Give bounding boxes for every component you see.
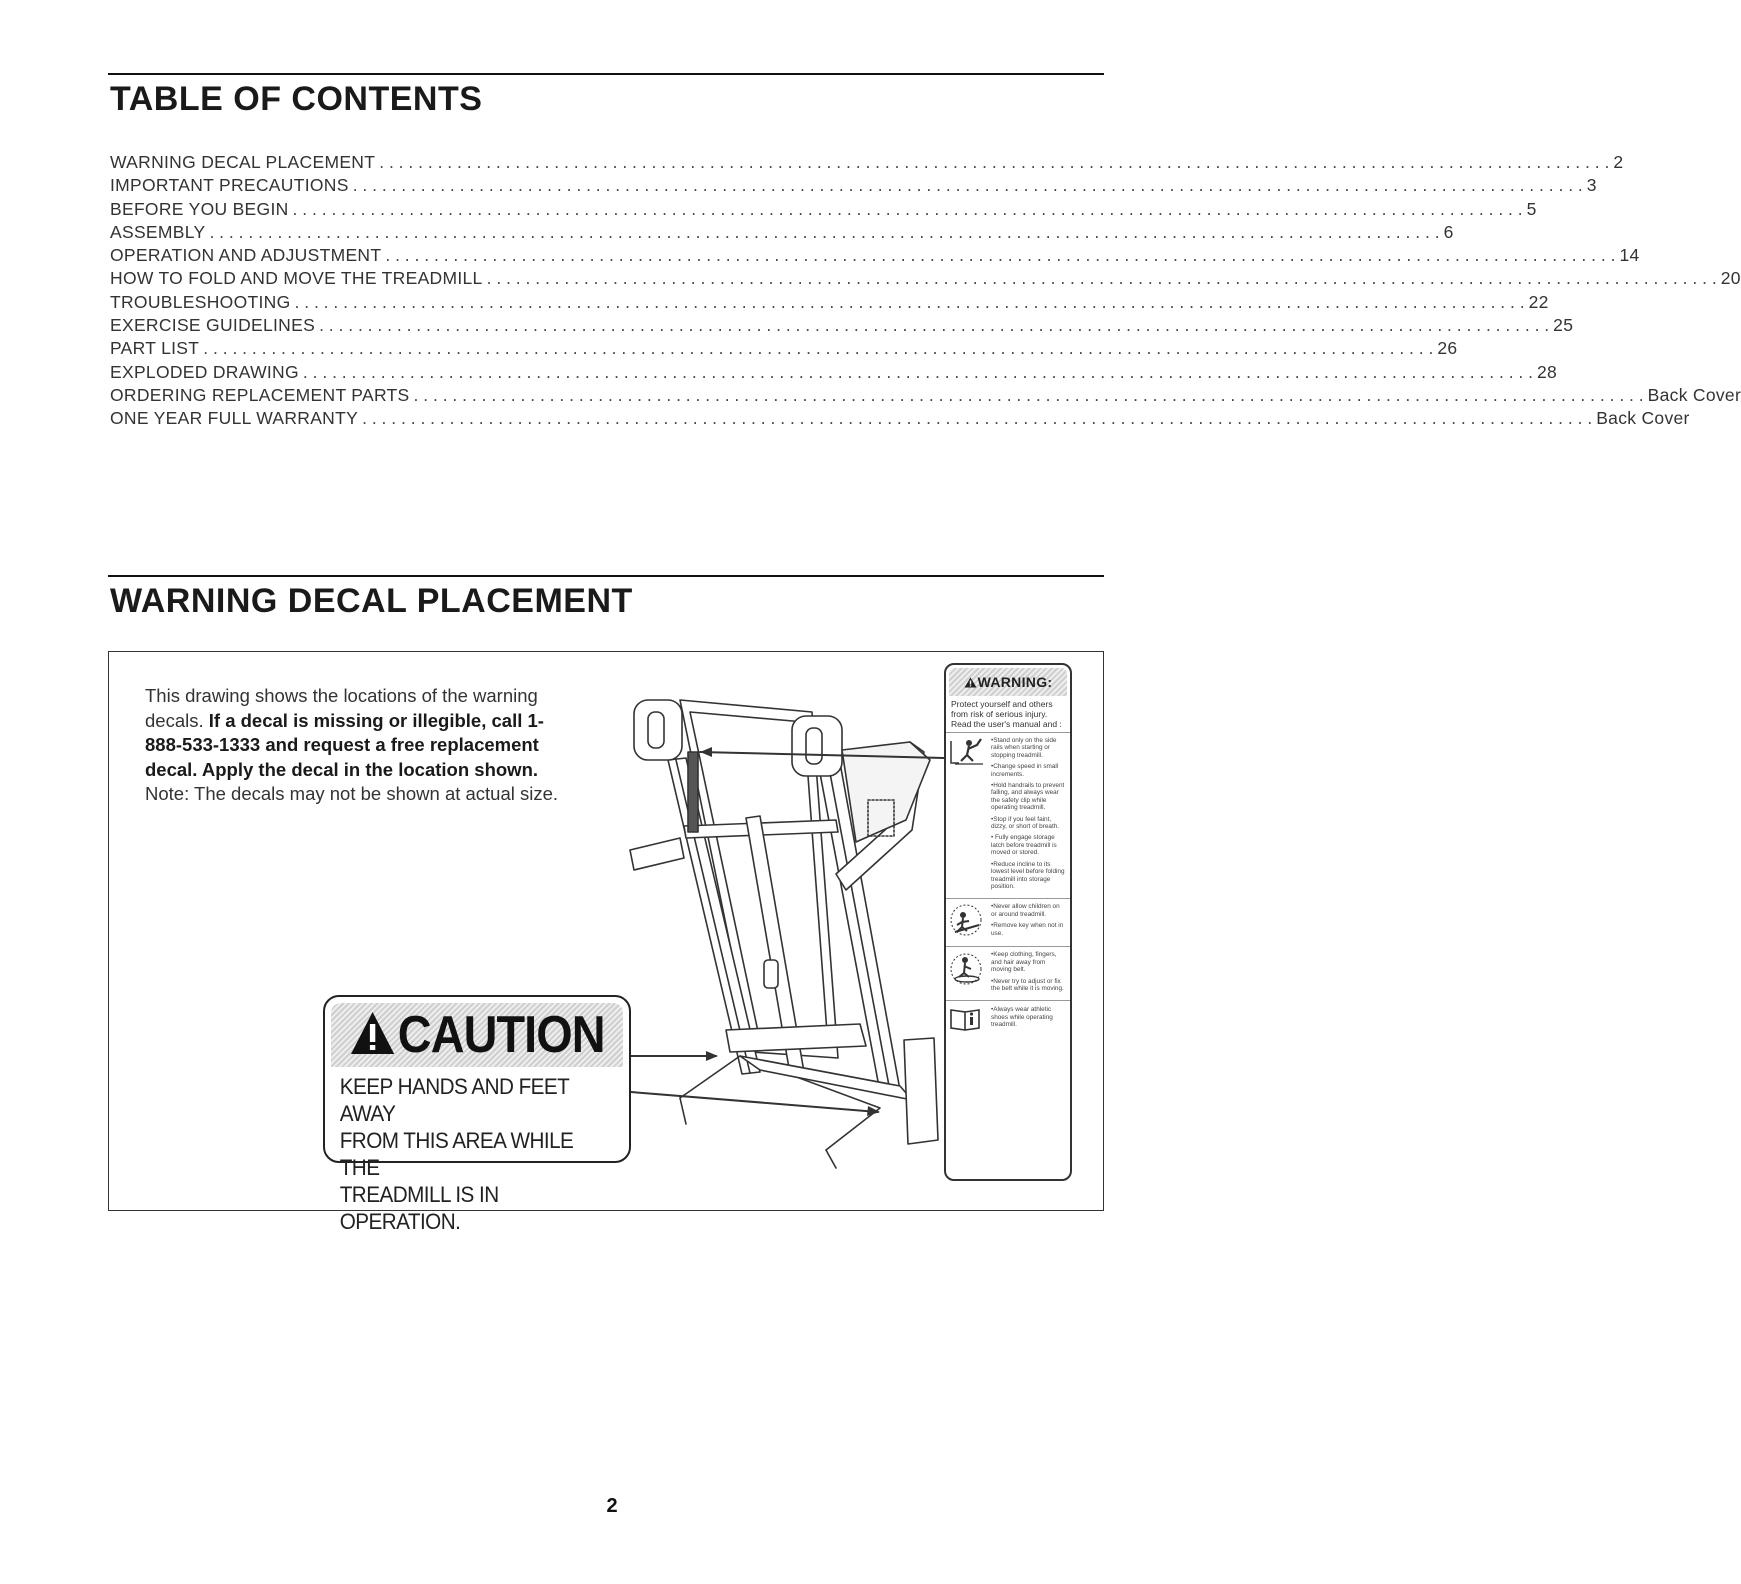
- toc-leader-dots: [362, 407, 1592, 430]
- caution-decal: [323, 995, 631, 1234]
- toc-leader-dots: [293, 198, 1523, 221]
- toc-leader-dots: [385, 244, 1615, 267]
- decal-section-top-rule: [108, 575, 1104, 577]
- warning-group-list: [989, 737, 1067, 894]
- toc-top-rule: [108, 73, 1104, 75]
- toc-entry-label: OPERATION AND ADJUSTMENT: [110, 245, 382, 266]
- toc-entry-page: 6: [1443, 221, 1454, 242]
- decal-section-title: WARNING DECAL PLACEMENT: [110, 582, 633, 620]
- intro-plain-1: This drawing shows the locations of the warning decals.: [145, 685, 538, 731]
- caution-heading-text: CAUTION: [397, 1006, 605, 1064]
- warning-item: •Change speed in small increments.: [991, 763, 1059, 778]
- toc-entry: [110, 151, 1624, 174]
- toc-entry-label: ORDERING REPLACEMENT PARTS: [110, 384, 410, 405]
- toc-entry: [110, 361, 1558, 384]
- toc-leader-dots: [353, 174, 1583, 197]
- page-number: 2: [606, 1495, 618, 1517]
- person-on-rails-icon: [949, 737, 985, 767]
- toc-leader-dots: [487, 267, 1717, 290]
- intro-plain-2: Note: The decals may not be shown at actual size.: [145, 783, 559, 804]
- warning-group-belt: [946, 947, 1070, 1001]
- toc-entry: [110, 291, 1549, 314]
- warning-group-list: [989, 1006, 1067, 1037]
- toc-leader-dots: [303, 361, 1533, 384]
- toc-leader-dots: [295, 291, 1525, 314]
- toc-entry-page: 25: [1553, 315, 1574, 336]
- warning-group-children: [946, 899, 1070, 947]
- warning-group-list: [989, 951, 1067, 996]
- caution-line-2: FROM THIS AREA WHILE THE: [339, 1128, 574, 1180]
- warning-triangle-icon: [964, 677, 977, 688]
- toc-entry-label: WARNING DECAL PLACEMENT: [110, 152, 376, 172]
- toc-entry: [110, 314, 1574, 337]
- toc-leader-dots: [203, 337, 1433, 360]
- toc-entry-page: 5: [1526, 198, 1537, 219]
- toc-entry: [110, 174, 1597, 197]
- caution-heading: [349, 1005, 604, 1065]
- toc-entry-label: BEFORE YOU BEGIN: [110, 198, 289, 219]
- moving-belt-icon: [949, 951, 985, 987]
- caution-triangle-icon: [349, 1010, 396, 1056]
- toc-entry-page: 28: [1537, 361, 1558, 382]
- warning-item: •Never allow children on or around treadmill.: [991, 903, 1060, 918]
- warning-item: •Never try to adjust or fix the belt while it is moving.: [991, 977, 1064, 992]
- toc-leader-dots: [414, 384, 1644, 407]
- toc-entry: [110, 221, 1454, 244]
- toc-entry-page: 22: [1528, 291, 1549, 312]
- warning-group-list: [989, 903, 1067, 942]
- toc-title: TABLE OF CONTENTS: [110, 80, 483, 118]
- toc-entry-page: 3: [1586, 175, 1597, 196]
- warning-group-operation: [946, 733, 1070, 899]
- toc-entry: [110, 384, 1741, 407]
- toc-entry: [110, 407, 1690, 430]
- warning-group-icon: [949, 1006, 989, 1037]
- toc-entry-label: HOW TO FOLD AND MOVE THE TREADMILL: [110, 268, 483, 289]
- toc-entry: [110, 244, 1640, 267]
- toc-entry-page: 14: [1619, 245, 1640, 266]
- toc-list: [110, 151, 1741, 431]
- warning-item: •Keep clothing, fingers, and hair away from moving belt.: [991, 951, 1057, 974]
- caution-line-3: TREADMILL IS IN OPERATION.: [339, 1182, 499, 1234]
- toc-entry: [110, 337, 1458, 360]
- toc-entry-label: EXERCISE GUIDELINES: [110, 315, 316, 336]
- decal-intro-text: [145, 684, 565, 807]
- read-manual-icon: [949, 1006, 983, 1032]
- warning-item: •Always wear athletic shoes while operating treadmill.: [991, 1006, 1053, 1029]
- warning-group-icon: [949, 737, 989, 894]
- caution-line-1: KEEP HANDS AND FEET AWAY: [339, 1074, 569, 1126]
- toc-entry-label: ASSEMBLY: [110, 221, 206, 242]
- warning-group-icon: [949, 903, 989, 942]
- intro-bold-instructions: If a decal is missing or illegible, call 1-888-533-1333 and request a free replacement decal. Apply the decal in the location shown.: [145, 709, 544, 780]
- warning-item: •Hold handrails to prevent falling, and always wear the safety clip while operating treadmill.: [991, 782, 1065, 812]
- warning-group-icon: [949, 951, 989, 996]
- toc-entry-page: Back Cover: [1596, 408, 1690, 429]
- toc-entry: [110, 267, 1741, 290]
- warning-item: •Stand only on the side rails when starting or stopping treadmill.: [991, 737, 1057, 759]
- caution-message: [325, 1067, 605, 1235]
- toc-entry-page: 20: [1720, 268, 1741, 289]
- toc-leader-dots: [379, 151, 1609, 174]
- toc-entry-label: PART LIST: [110, 338, 200, 359]
- toc-entry-label: TROUBLESHOOTING: [110, 291, 291, 312]
- warning-item: •Stop if you feel faint, dizzy, or short of breath.: [991, 815, 1060, 831]
- warning-decal: [944, 663, 1072, 1181]
- warning-intro: Protect yourself and others from risk of serious injury. Read the user's manual and :: [946, 696, 1070, 733]
- toc-entry-label: IMPORTANT PRECAUTIONS: [110, 175, 349, 196]
- toc-entry-page: Back Cover: [1647, 384, 1741, 405]
- warning-heading: WARNING:: [977, 674, 1053, 690]
- warning-footer: [946, 1001, 1070, 1042]
- child-near-treadmill-icon: [949, 903, 985, 937]
- toc-entry-page: 2: [1613, 152, 1624, 172]
- toc-entry: [110, 198, 1537, 221]
- warning-item: •Remove key when not in use.: [991, 922, 1064, 937]
- warning-item: •Reduce incline to its lowest level before folding treadmill into storage position.: [991, 860, 1065, 890]
- warning-item: • Fully engage storage latch before treadmill is moved or stored.: [991, 834, 1057, 857]
- toc-leader-dots: [209, 221, 1439, 244]
- toc-entry-page: 26: [1437, 338, 1458, 359]
- toc-leader-dots: [319, 314, 1549, 337]
- warning-header: [949, 668, 1067, 696]
- caution-header: [331, 1003, 623, 1067]
- toc-entry-label: ONE YEAR FULL WARRANTY: [110, 408, 359, 429]
- toc-entry-label: EXPLODED DRAWING: [110, 361, 299, 382]
